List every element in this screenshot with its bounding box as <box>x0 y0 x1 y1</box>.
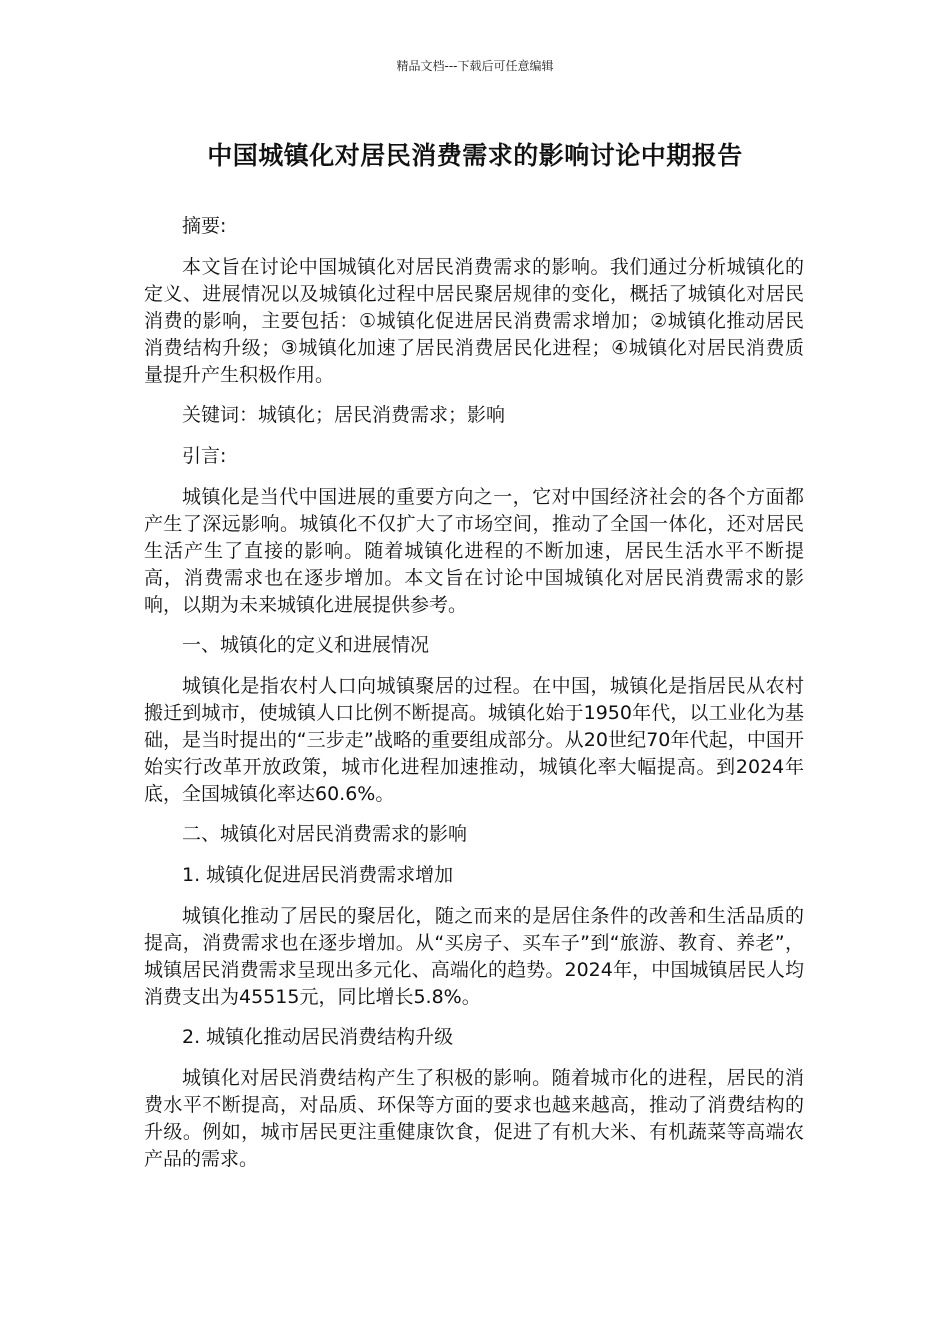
document-title: 中国城镇化对居民消费需求的影响讨论中期报告 <box>207 141 743 170</box>
subsection-heading-2-1: 1. 城镇化促进居民消费需求增加 <box>182 864 454 886</box>
section-heading-2: 二、城镇化对居民消费需求的影响 <box>182 823 468 845</box>
page-header-note: 精品文档---下载后可任意编辑 <box>396 59 554 73</box>
section-1-paragraph: 城镇化是指农村人口向城镇聚居的过程。在中国，城镇化是指居民从农村搬迁到城市，使城镇人口比例不断提高。城镇化始于1950年代，以工业化为基础，是当时提出的“三步走”战略的重要组成部分。从20世纪70年代起，中国开始实行改革开放政策，城市化进程加速推动，城镇化率大幅提高。到2024年底，全国城镇化率达60.6%。 <box>144 675 804 805</box>
introduction-heading: 引言: <box>182 445 227 467</box>
document-body <box>144 213 804 1186</box>
subsection-2-2-paragraph: 城镇化对居民消费结构产生了积极的影响。随着城市化的进程，居民的消费水平不断提高，对品质、环保等方面的要求也越来越高，推动了消费结构的升级。例如，城市居民更注重健康饮食，促进了有机大米、有机蔬菜等高端农产品的需求。 <box>144 1067 804 1170</box>
subsection-2-1-paragraph: 城镇化推动了居民的聚居化，随之而来的是居住条件的改善和生活品质的提高，消费需求也在逐步增加。从“买房子、买车子”到“旅游、教育、养老”，城镇居民消费需求呈现出多元化、高端化的趋势。2024年，中国城镇居民人均消费支出为45515元，同比增长5.8%。 <box>144 905 804 1008</box>
abstract-heading: 摘要: <box>182 215 227 237</box>
abstract-paragraph: 本文旨在讨论中国城镇化对居民消费需求的影响。我们通过分析城镇化的定义、进展情况以及城镇化过程中居民聚居规律的变化，概括了城镇化对居民消费的影响，主要包括：①城镇化促进居民消费需求增加；②城镇化推动居民消费结构升级；③城镇化加速了居民消费居民化进程；④城镇化对居民消费质量提升产生积极作用。 <box>144 256 804 386</box>
subsection-heading-2-2: 2. 城镇化推动居民消费结构升级 <box>182 1026 454 1048</box>
introduction-paragraph: 城镇化是当代中国进展的重要方向之一，它对中国经济社会的各个方面都产生了深远影响。城镇化不仅扩大了市场空间，推动了全国一体化，还对居民生活产生了直接的影响。随着城镇化进程的不断加速，居民生活水平不断提高，消费需求也在逐步增加。本文旨在讨论中国城镇化对居民消费需求的影响，以期为未来城镇化进展提供参考。 <box>144 486 804 616</box>
section-heading-1: 一、城镇化的定义和进展情况 <box>182 634 430 656</box>
keywords-line: 关键词：城镇化；居民消费需求；影响 <box>182 404 506 426</box>
